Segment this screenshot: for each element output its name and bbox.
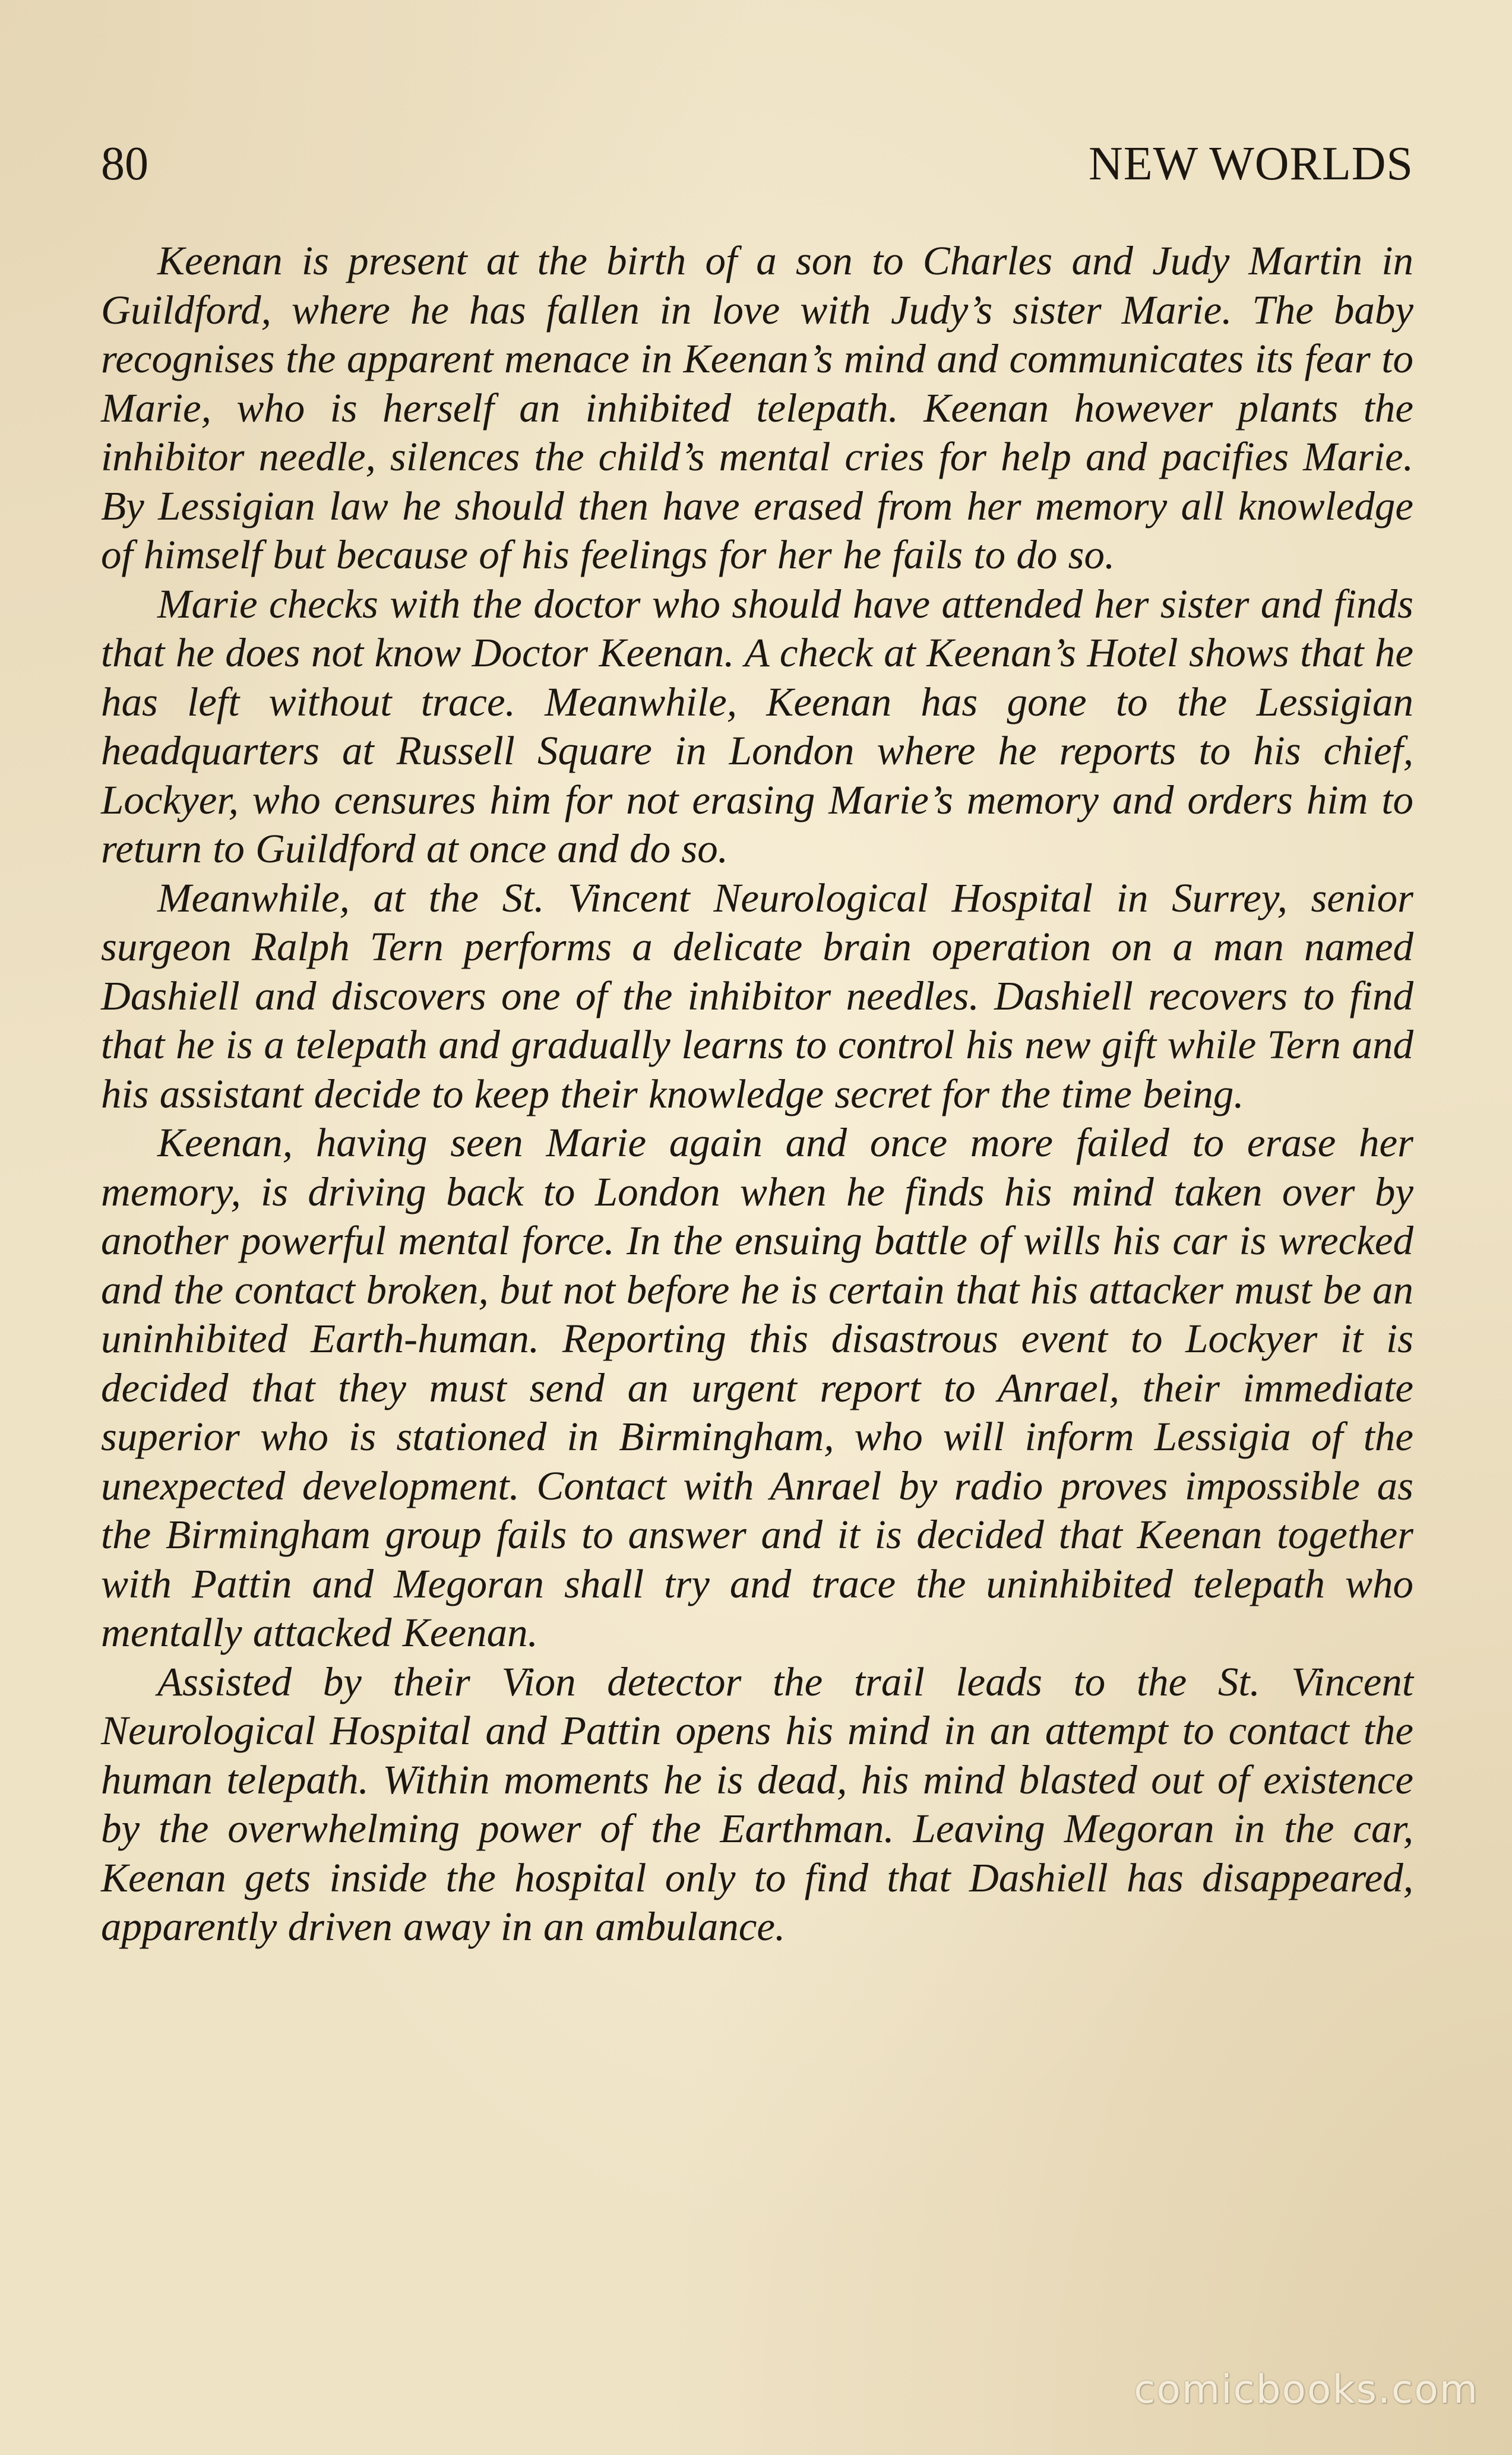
watermark: comicbooks.com — [1134, 2367, 1479, 2412]
paragraph-1: Keenan is present at the birth of a son to Charles and Judy Martin in Guildford, where he has fallen in love with Judy’s sister Marie. The baby recognises the apparent menace in Keenan’s mind and communicates its fear to Marie, who is herself an inhibited telepath. Keenan however plants the inhibitor needle, silences the child’s mental cries for help and pacifies Marie. By Lessigian law he should then have erased from her memory all knowledge of himself but because of his feelings for her he fails to do so. — [101, 238, 1413, 577]
running-head: NEW WORLDS — [1088, 138, 1413, 190]
page-number: 80 — [101, 138, 148, 190]
page-header — [101, 134, 1413, 194]
paragraph-5: Assisted by their Vion detector the trail leads to the St. Vincent Neurological Hospital and Pattin opens his mind in an attempt to contact the human telepath. Within moments he is dead, his mind blasted out of existence by the overwhelming power of the Earthman. Leaving Megoran in the car, Keenan gets inside the hospital only to find that Dashiell has disappeared, apparently driven away in an ambulance. — [101, 1659, 1413, 1949]
synopsis-text — [101, 236, 1413, 1951]
paragraph-3: Meanwhile, at the St. Vincent Neurological Hospital in Surrey, senior surgeon Ralph Tern performs a delicate brain operation on a man named Dashiell and discovers one of the inhibitor needles. Dashiell recovers to find that he is a telepath and gradually learns to control his new gift while Tern and his assistant decide to keep their knowledge secret for the time being. — [101, 875, 1413, 1116]
paragraph-2: Marie checks with the doctor who should have attended her sister and finds that he does not know Doctor Keenan. A check at Keenan’s Hotel shows that he has left without trace. Meanwhile, Keenan has gone to the Lessigian headquarters at Russell Square in London where he reports to his chief, Lockyer, who censures him for not erasing Marie’s memory and orders him to return to Guildford at once and do so. — [101, 581, 1413, 871]
paragraph-4: Keenan, having seen Marie again and once more failed to erase her memory, is driving back to London when he finds his mind taken over by another powerful mental force. In the ensuing battle of wills his car is wrecked and the contact broken, but not before he is certain that his attacker must be an uninhibited Earth-human. Reporting this disastrous event to Lockyer it is decided that they must send an urgent report to Anrael, their immediate superior who is stationed in Birmingham, who will inform Lessigia of the unexpected development. Contact with Anrael by radio proves impossible as the Birmingham group fails to answer and it is decided that Keenan together with Pattin and Megoran shall try and trace the uninhibited telepath who mentally attacked Keenan. — [101, 1120, 1413, 1655]
